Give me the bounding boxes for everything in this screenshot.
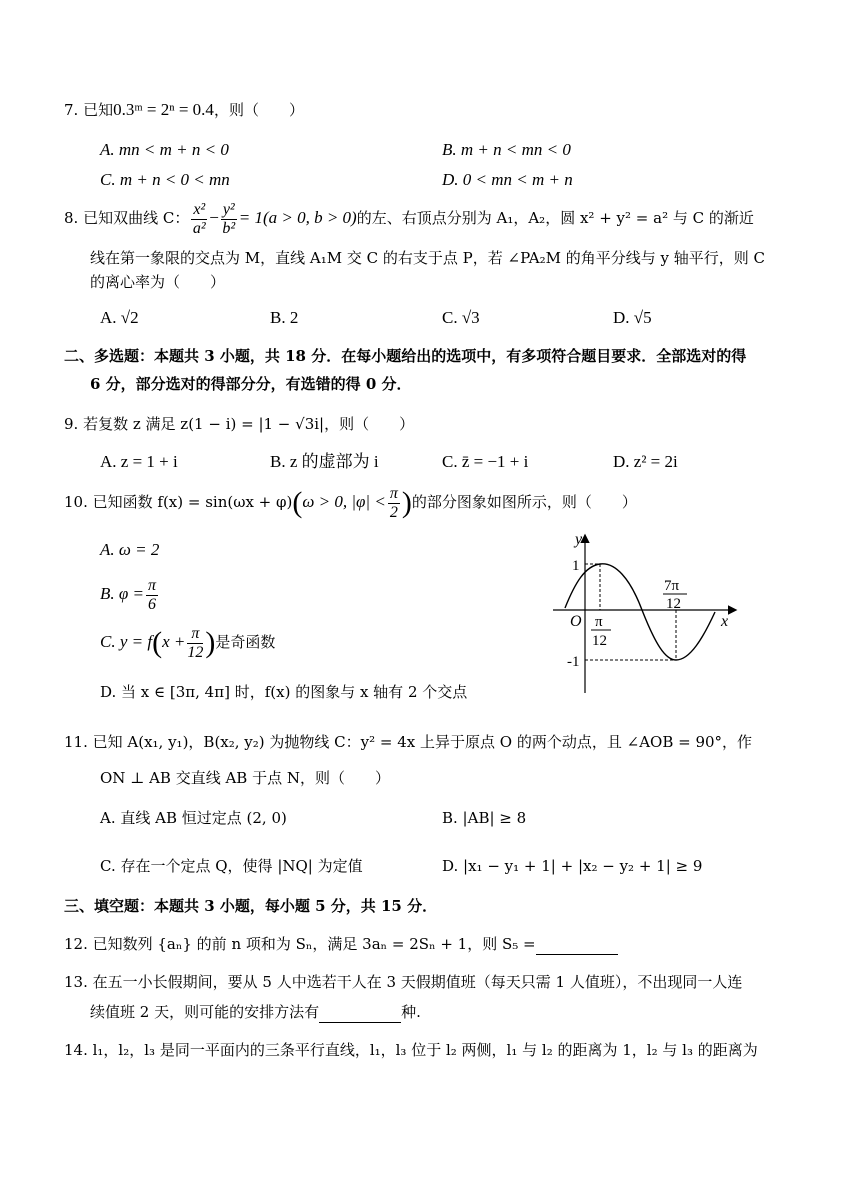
q8-option-a: A. √2 — [100, 308, 139, 327]
q8-line3: 的离心率为（ ） — [90, 273, 226, 291]
q12-text: 12. 已知数列 {aₙ} 的前 n 项和为 Sₙ，满足 3aₙ = 2Sₙ + 1，则 S₅ = — [64, 935, 536, 953]
q9-stem: 9. 若复数 z 满足 z(1 − i) = |1 − √3i|，则（ ） — [64, 415, 415, 433]
q7-option-a: A. mn < m + n < 0 — [100, 140, 229, 159]
q10-option-b — [100, 574, 160, 614]
q10-tail: 的部分图象如图所示，则（ ） — [411, 493, 637, 511]
frac-den: 6 — [148, 595, 157, 613]
q7-expression: 0.3ᵐ = 2ⁿ = 0.4 — [113, 100, 214, 119]
section2-header: 二、多选题：本题共 3 小题，共 18 分．在每小题给出的选项中，有多项符合题目要求．全部选对的得 — [64, 347, 747, 365]
tick-pi12-den: 12 — [592, 633, 607, 649]
frac-num: π — [148, 576, 157, 594]
q10-function: 10. 已知函数 f(x) = sin(ωx + φ) — [64, 493, 293, 511]
frac-num: π — [187, 625, 203, 644]
q10-option-d: D. 当 x ∈ [3π, 4π] 时，f(x) 的图象与 x 轴有 2 个交点 — [100, 683, 468, 701]
sine-curve — [565, 564, 715, 660]
q8-line2: 线在第一象限的交点为 M，直线 A₁M 交 C 的右支于点 P，若 ∠PA₂M 的角平分线与 y 轴平行，则 C — [90, 249, 766, 267]
frac-den: 2 — [389, 503, 398, 521]
q8-condition: = 1(a > 0, b > 0) — [238, 208, 357, 227]
q13-answer-blank[interactable] — [319, 1002, 401, 1023]
q7-number: 7. 已知 — [64, 101, 114, 119]
q13-line2-tail: 种. — [401, 1003, 421, 1021]
q12-answer-blank[interactable] — [536, 934, 618, 955]
frac-num: y² — [222, 200, 235, 218]
q10-optc-frac — [187, 625, 203, 662]
frac-den: b² — [222, 219, 236, 237]
frac-den: a² — [192, 219, 206, 237]
q8-frac-y — [221, 201, 237, 238]
q10-condition: ω > 0, |φ| < — [302, 492, 386, 511]
q8-option-b: B. 2 — [270, 308, 299, 327]
q9-option-b: B. z 的虚部为 i — [270, 452, 379, 471]
q11-option-b: B. |AB| ≥ 8 — [442, 809, 527, 827]
q10-graph — [545, 528, 745, 698]
q9-option-c: C. z̄ = −1 + i — [442, 452, 529, 471]
q10-optc-pre: C. y = f — [100, 632, 153, 651]
q11-option-a: A. 直线 AB 恒过定点 (2, 0) — [100, 809, 287, 827]
origin-label: O — [570, 613, 582, 630]
q10-cond-frac — [388, 485, 400, 522]
q13-line2-text: 续值班 2 天，则可能的安排方法有 — [90, 1003, 320, 1021]
frac-num: x² — [193, 200, 206, 218]
q11-line1: 11. 已知 A(x₁, y₁)，B(x₂, y₂) 为抛物线 C：y² = 4x 上异于原点 O 的两个动点，且 ∠AOB = 90°，作 — [64, 733, 753, 751]
section2-header-cont: 6 分，部分选对的得部分分，有选错的得 0 分． — [90, 375, 412, 393]
q7-stem — [64, 100, 304, 120]
q10-optc-in: x + — [162, 632, 186, 651]
q7-option-d: D. 0 < mn < m + n — [442, 170, 573, 189]
y-axis-label: y — [575, 531, 583, 548]
tick-label-1: 1 — [572, 558, 580, 574]
q10-stem: 10. 已知函数 f(x) = sin(ωx + φ)(ω > 0, |φ| < $\frac{\pi}{2}$ )的部分图象如图所示，则（ ） — [64, 484, 637, 521]
q10-optb-pre: B. φ = — [100, 584, 145, 603]
q10-optc-post: 是奇函数 — [215, 633, 276, 651]
q8-intro: 8. 已知双曲线 C： — [64, 209, 190, 227]
q11-option-c: C. 存在一个定点 Q，使得 |NQ| 为定值 — [100, 857, 363, 875]
frac-num: π — [389, 484, 398, 502]
q14-line1: 14. l₁，l₂，l₃ 是同一平面内的三条平行直线，l₁，l₃ 位于 l₂ 两侧，l₁ 与 l₂ 的距离为 1，l₂ 与 l₃ 的距离为 — [64, 1041, 758, 1059]
q8-line1-tail: 的左、右顶点分别为 A₁，A₂，圆 x² + y² = a² 与 C 的渐近 — [356, 209, 754, 227]
x-axis-label: x — [721, 613, 729, 630]
q10-option-c: C. y = f(x + $\frac{\pi}{12}$ )是奇函数 — [100, 624, 276, 661]
tick-pi12-num: π — [595, 614, 603, 630]
q12-stem — [64, 934, 618, 955]
q7-tail: ，则（ ） — [213, 101, 304, 119]
q10-option-a: A. ω = 2 — [100, 540, 160, 559]
q9-option-a: A. z = 1 + i — [100, 452, 178, 471]
section3-header: 三、填空题：本题共 3 小题，每小题 5 分，共 15 分． — [64, 897, 438, 915]
q8-option-d: D. √5 — [613, 308, 652, 327]
q11-option-d: D. |x₁ − y₁ + 1| + |x₂ − y₂ + 1| ≥ 9 — [442, 857, 703, 875]
frac-den: 12 — [187, 643, 204, 661]
q10-optb-frac — [146, 577, 158, 614]
tick-7pi12-den: 12 — [666, 596, 681, 612]
q7-option-b: B. m + n < mn < 0 — [442, 140, 571, 159]
q7-option-c: C. m + n < 0 < mn — [100, 170, 230, 189]
q13-line1: 13. 在五一小长假期间，要从 5 人中选若干人在 3 天假期值班（每天只需 1 人值班），不出现同一人连 — [64, 973, 743, 991]
q13-line2 — [90, 1002, 421, 1023]
tick-label-minus1: -1 — [567, 654, 580, 670]
q8-line1: 8. 已知双曲线 C： $\frac{\text{x²}}{\text{a²}}$ − $\frac{\text{y²}}{\text{b²}}$ = 1(a > 0, b > 0)的左、右顶点分别为 A₁，A₂，圆 x² + y² = a² 与 C 的渐近 — [64, 200, 754, 237]
q8-frac-x — [191, 201, 207, 238]
q9-option-d: D. z² = 2i — [613, 452, 678, 471]
q8-option-c: C. √3 — [442, 308, 480, 327]
q11-line2: ON ⊥ AB 交直线 AB 于点 N，则（ ） — [100, 769, 390, 787]
tick-7pi12-num: 7π — [664, 578, 680, 594]
